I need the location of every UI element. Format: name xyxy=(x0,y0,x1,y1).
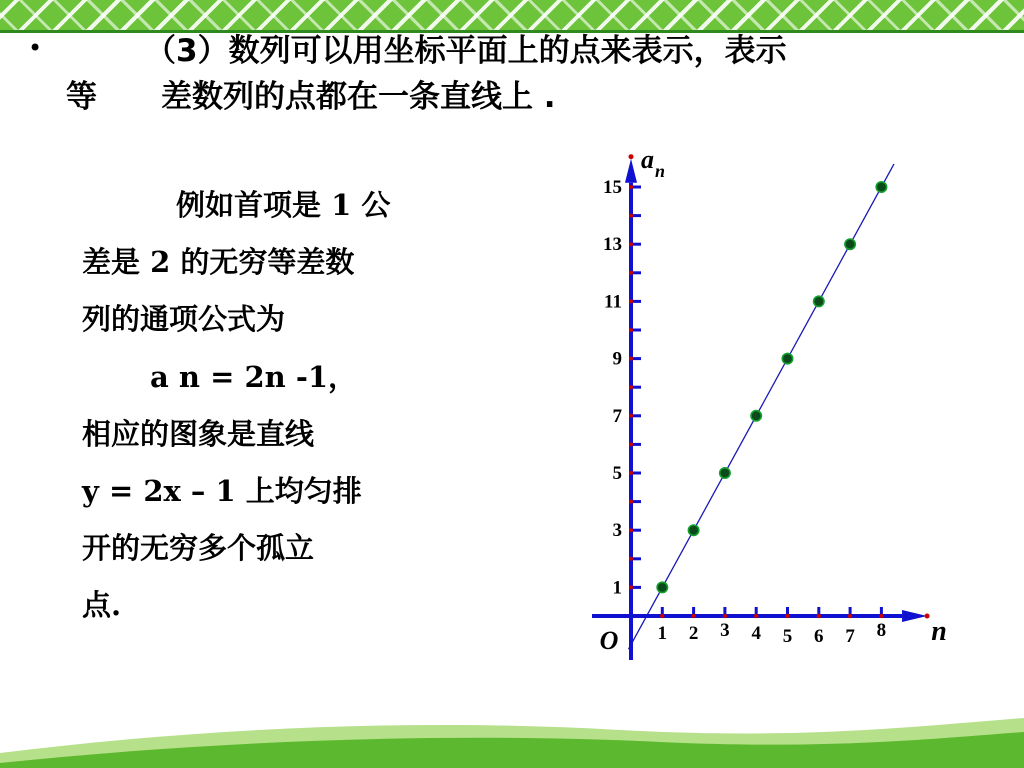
origin-label: O xyxy=(599,626,619,655)
para-line-6: y = 2x – 1 上均匀排 xyxy=(82,474,362,508)
x-tick-label: 3 xyxy=(720,620,730,641)
x-tick-dot xyxy=(660,614,664,618)
x-tick-dot xyxy=(848,614,852,618)
y-tick-label: 1 xyxy=(612,577,622,599)
y-tick-dot xyxy=(629,271,633,275)
y-tick-label: 11 xyxy=(604,291,622,313)
para-line-3: 列的通项公式为 xyxy=(82,302,286,336)
heading-line-2a: 等 xyxy=(66,79,97,115)
y-tick-label: 9 xyxy=(612,348,622,370)
data-point xyxy=(782,353,792,363)
x-axis-end-dot xyxy=(925,614,930,619)
y-tick-dot xyxy=(629,528,633,532)
x-tick-label: 2 xyxy=(688,623,699,644)
data-point xyxy=(720,468,730,478)
x-tick-dot xyxy=(723,614,727,618)
y-axis-end-dot xyxy=(629,154,634,159)
x-axis-arrow xyxy=(902,610,927,622)
y-tick-dot xyxy=(629,299,633,303)
data-point xyxy=(751,411,761,421)
bullet-marker: • xyxy=(28,34,43,62)
para-line-8: 点. xyxy=(82,588,122,622)
x-tick-label: 7 xyxy=(845,626,855,647)
para-line-1: 例如首项是 1 公 xyxy=(176,188,391,222)
y-tick-dot xyxy=(629,328,633,332)
data-point xyxy=(688,525,698,535)
x-tick-label: 5 xyxy=(782,626,793,647)
y-tick-label: 13 xyxy=(603,234,622,256)
x-tick-dot xyxy=(754,614,758,618)
heading-line-1: （3）数列可以用坐标平面上的点来表示，表示 xyxy=(145,33,787,69)
x-tick-label: 8 xyxy=(876,620,887,641)
y-tick-dot xyxy=(629,557,633,561)
x-tick-dot xyxy=(785,614,789,618)
para-line-4: a n = 2n -1， xyxy=(150,360,358,394)
y-tick-dot xyxy=(629,185,633,189)
x-tick-label: 4 xyxy=(751,623,761,644)
heading-line-2b: 差数列的点都在一条直线上 . xyxy=(161,79,556,115)
y-tick-label: 5 xyxy=(612,463,622,484)
y-tick-dot xyxy=(629,214,633,218)
x-tick-dot xyxy=(879,614,883,618)
y-tick-label: 3 xyxy=(612,520,622,542)
para-line-2: 差是 2 的无穷等差数 xyxy=(82,245,355,279)
y-tick-label: 7 xyxy=(612,405,622,427)
y-tick-dot xyxy=(629,585,633,589)
y-axis-title: a xyxy=(641,145,654,174)
data-point xyxy=(876,182,886,192)
sequence-chart xyxy=(570,140,950,680)
y-tick-dot xyxy=(629,500,633,504)
trend-line xyxy=(628,164,893,649)
para-line-7: 开的无穷多个孤立 xyxy=(82,531,315,565)
y-tick-dot xyxy=(629,471,633,475)
data-point xyxy=(845,239,855,249)
x-tick-label: 6 xyxy=(814,626,824,647)
bottom-decorative-wave xyxy=(0,708,1024,768)
x-tick-dot xyxy=(817,614,821,618)
y-tick-dot xyxy=(629,442,633,446)
para-line-5: 相应的图象是直线 xyxy=(82,417,315,451)
y-tick-dot xyxy=(629,414,633,418)
y-axis-title-subscript: n xyxy=(655,161,666,181)
y-tick-dot xyxy=(629,357,633,361)
y-tick-dot xyxy=(629,385,633,389)
y-axis-arrow xyxy=(625,159,637,183)
data-point xyxy=(814,296,824,306)
x-tick-label: 1 xyxy=(657,623,668,644)
x-axis-title: n xyxy=(931,616,947,647)
y-tick-dot xyxy=(629,242,633,246)
data-point xyxy=(657,582,667,592)
x-tick-dot xyxy=(691,614,695,618)
y-tick-label: 15 xyxy=(603,177,622,198)
